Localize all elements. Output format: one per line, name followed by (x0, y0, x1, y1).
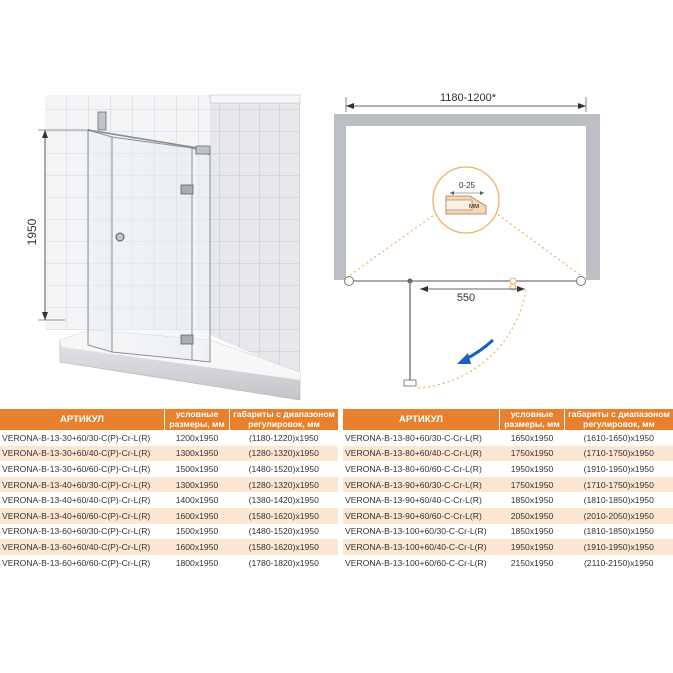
nominal-cell: 1200x1950 (165, 430, 230, 446)
overall-cell: (1180-1220)x1950 (230, 430, 339, 446)
article-cell: VERONA-B-13-90+60/40-C-Cr-L(R) (343, 492, 500, 508)
models-table-left (0, 409, 338, 570)
plan-view (334, 97, 600, 388)
article-cell: VERONA-B-13-30+60/60-C(P)-Cr-L(R) (0, 461, 165, 477)
article-cell: VERONA-B-13-30+60/40-C(P)-Cr-L(R) (0, 446, 165, 462)
table-header-row (0, 409, 338, 430)
overall-cell: (1710-1750)x1950 (565, 477, 673, 493)
nominal-cell: 1300x1950 (165, 477, 230, 493)
nominal-cell: 1600x1950 (165, 539, 230, 555)
top-clamp (196, 146, 210, 154)
table-row (343, 555, 673, 571)
article-cell: VERONA-B-13-90+60/30-C-Cr-L(R) (343, 477, 500, 493)
nominal-cell: 1300x1950 (165, 446, 230, 462)
article-cell: VERONA-B-13-30+60/30-C(P)-Cr-L(R) (0, 430, 165, 446)
plan-back-wall (334, 114, 600, 126)
table-row (0, 461, 338, 477)
left-wall-clamp (345, 277, 354, 286)
nominal-cell: 2050x1950 (500, 508, 565, 524)
overall-cell: (1280-1320)x1950 (230, 446, 339, 462)
overall-cell: (1810-1850)x1950 (565, 492, 673, 508)
upper-hinge (181, 185, 193, 194)
article-cell: VERONA-B-13-100+60/40-C-Cr-L(R) (343, 539, 500, 555)
article-cell: VERONA-B-13-80+60/40-C-Cr-L(R) (343, 446, 500, 462)
overall-cell: (1380-1420)x1950 (230, 492, 339, 508)
door-handle (404, 380, 416, 386)
table-row (0, 446, 338, 462)
table-row (343, 461, 673, 477)
nominal-cell: 1950x1950 (500, 539, 565, 555)
table-row (343, 430, 673, 446)
nominal-cell: 2150x1950 (500, 555, 565, 571)
article-cell: VERONA-B-13-60+60/30-C(P)-Cr-L(R) (0, 524, 165, 540)
table-row (0, 477, 338, 493)
table-row (343, 539, 673, 555)
nominal-cell: 1400x1950 (165, 492, 230, 508)
article-cell: VERONA-B-13-40+60/30-C(P)-Cr-L(R) (0, 477, 165, 493)
header-nominal: условные размеры, мм (500, 409, 565, 430)
overall-cell: (1580-1620)x1950 (230, 539, 339, 555)
nominal-cell: 1850x1950 (500, 492, 565, 508)
adjust-range-label: 0-25 (458, 181, 476, 190)
nominal-cell: 1950x1950 (500, 461, 565, 477)
nominal-cell: 1500x1950 (165, 524, 230, 540)
article-cell: VERONA-B-13-40+60/60-C(P)-Cr-L(R) (0, 508, 165, 524)
top-wall-bracket (98, 112, 106, 130)
article-cell: VERONA-B-13-40+60/40-C(P)-Cr-L(R) (0, 492, 165, 508)
article-cell: VERONA-B-13-90+60/60-C-Cr-L(R) (343, 508, 500, 524)
header-overall: габариты с диапазоном регулировок, мм (230, 409, 339, 430)
table-row (343, 508, 673, 524)
table-row (343, 524, 673, 540)
overall-cell: (1810-1850)x1950 (565, 524, 673, 540)
header-overall: габариты с диапазоном регулировок, мм (565, 409, 673, 430)
article-cell: VERONA-B-13-100+60/30-C-Cr-L(R) (343, 524, 500, 540)
door-glass-panel (112, 137, 192, 360)
door-knob (116, 233, 124, 241)
models-table-right (343, 409, 673, 570)
lower-hinge (181, 335, 193, 344)
table-row (343, 477, 673, 493)
nominal-cell: 1850x1950 (500, 524, 565, 540)
overall-cell: (1710-1750)x1950 (565, 446, 673, 462)
table-row (0, 539, 338, 555)
height-dimension-label: 1950 (25, 218, 39, 246)
table-row (0, 430, 338, 446)
side-glass-panel (192, 148, 210, 362)
overall-cell: (1580-1620)x1950 (230, 508, 339, 524)
overall-cell: (2010-2050)x1950 (565, 508, 673, 524)
article-cell: VERONA-B-13-80+60/60-C-Cr-L(R) (343, 461, 500, 477)
table-row (0, 555, 338, 571)
plan-left-wall (334, 114, 346, 280)
nominal-cell: 1500x1950 (165, 461, 230, 477)
table-row (343, 492, 673, 508)
table-row (0, 492, 338, 508)
plan-right-wall (586, 114, 600, 280)
side-wall-tiles (210, 95, 300, 375)
table-row (0, 524, 338, 540)
overall-cell: (1480-1520)x1950 (230, 524, 339, 540)
nominal-cell: 1750x1950 (500, 477, 565, 493)
overall-cell: (1610-1650)x1950 (565, 430, 673, 446)
header-article: АРТИКУЛ (0, 409, 165, 430)
width-dimension-label: 1180-1200* (439, 92, 497, 104)
perspective-view (38, 95, 300, 400)
adjust-unit-label: мм (468, 201, 480, 210)
nominal-cell: 1600x1950 (165, 508, 230, 524)
nominal-cell: 1650x1950 (500, 430, 565, 446)
article-cell: VERONA-B-13-60+60/60-C(P)-Cr-L(R) (0, 555, 165, 571)
nominal-cell: 1750x1950 (500, 446, 565, 462)
fixed-glass-panel (88, 130, 112, 352)
table-row (0, 508, 338, 524)
article-cell: VERONA-B-13-100+60/60-C-Cr-L(R) (343, 555, 500, 571)
overall-cell: (1910-1950)x1950 (565, 461, 673, 477)
table-row (343, 446, 673, 462)
overall-cell: (1780-1820)x1950 (230, 555, 339, 571)
nominal-cell: 1800x1950 (165, 555, 230, 571)
overall-cell: (1910-1950)x1950 (565, 539, 673, 555)
right-wall-clamp (577, 277, 586, 286)
header-article: АРТИКУЛ (343, 409, 500, 430)
article-cell: VERONA-B-13-60+60/40-C(P)-Cr-L(R) (0, 539, 165, 555)
door-swing-arc (418, 290, 526, 388)
overall-cell: (1480-1520)x1950 (230, 461, 339, 477)
door-dimension-label: 550 (456, 292, 476, 304)
article-cell: VERONA-B-13-80+60/30-C-Cr-L(R) (343, 430, 500, 446)
overall-cell: (1280-1320)x1950 (230, 477, 339, 493)
table-header-row (343, 409, 673, 430)
header-nominal: условные размеры, мм (165, 409, 230, 430)
overall-cell: (2110-2150)x1950 (565, 555, 673, 571)
